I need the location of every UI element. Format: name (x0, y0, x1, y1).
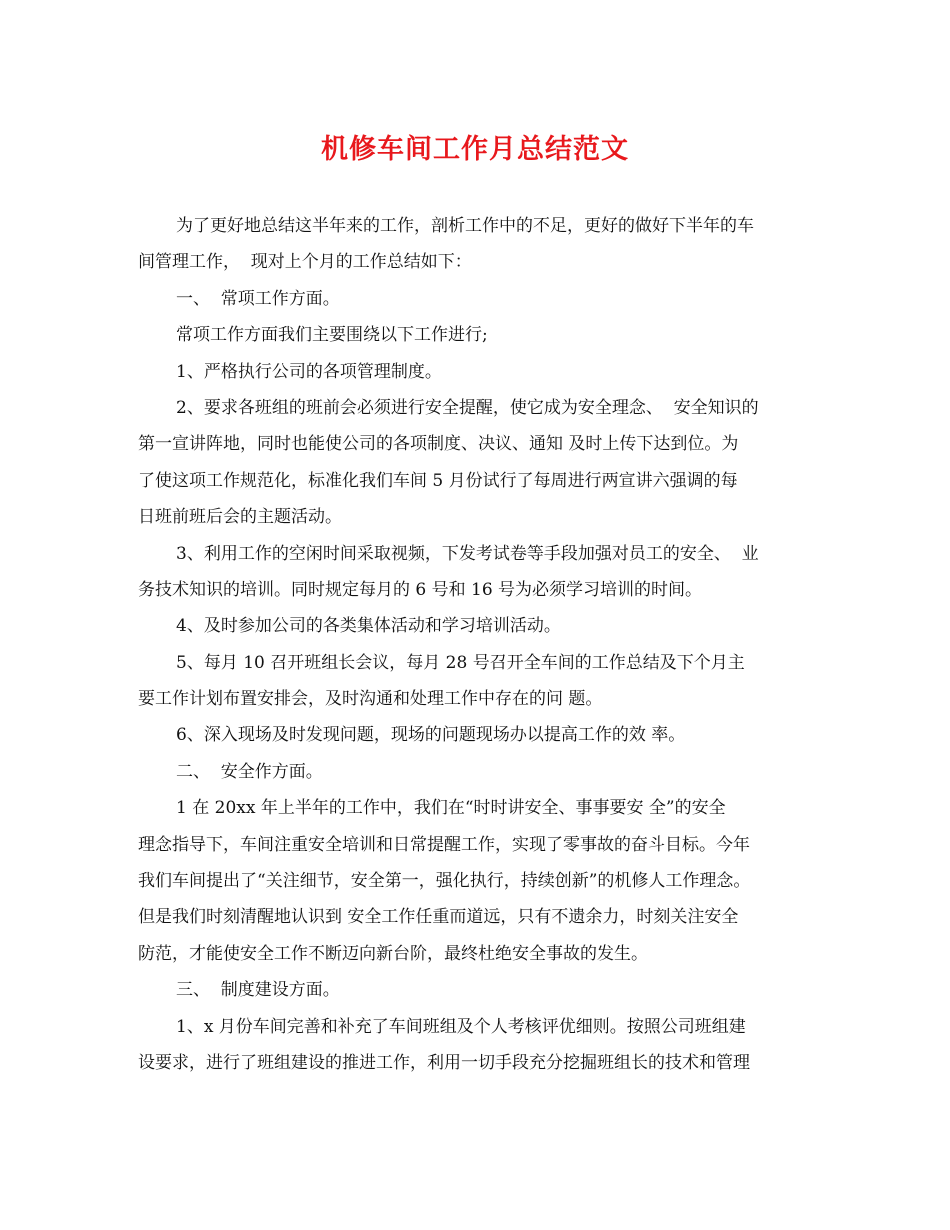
text-line: 2、要求各班组的班前会必须进行安全提醒，使它成为安全理念、 安全知识的 (176, 397, 759, 418)
text-line: 常项工作方面我们主要围绕以下工作进行; (176, 325, 488, 346)
text-line: 4、及时参加公司的各类集体活动和学习培训活动。 (176, 616, 561, 637)
document-body (138, 208, 818, 1081)
text-line: 日班前班后会的主题活动。 (138, 507, 342, 528)
text-line: 设要求，进行了班组建设的推进工作，利用一切手段充分挖掘班组长的技术和管理 (138, 1052, 750, 1073)
text-line: 务技术知识的培训。同时规定每月的 6 号和 16 号为必须学习培训的时间。 (138, 579, 703, 600)
text-line: 二、 安全作方面。 (176, 761, 323, 782)
text-line: 我们车间提出了“关注细节，安全第一，强化执行，持续创新”的机修人工作理念。 (138, 871, 751, 892)
text-line: 3、利用工作的空闲时间采取视频，下发考试卷等手段加强对员工的安全、 业 (176, 543, 759, 564)
text-line: 5、每月 10 召开班组长会议，每月 28 号召开全车间的工作总结及下个月主 (176, 652, 745, 673)
text-line: 但是我们时刻清醒地认识到 安全工作任重而道远，只有不遗余力，时刻关注安全 (138, 907, 739, 928)
text-line: 防范，才能使安全工作不断迈向新台阶，最终杜绝安全事故的发生。 (138, 943, 648, 964)
text-line: 第一宣讲阵地，同时也能使公司的各项制度、决议、通知 及时上传下达到位。为 (138, 434, 739, 455)
text-line: 1、x 月份车间完善和补充了车间班组及个人考核评优细则。按照公司班组建 (176, 1016, 746, 1037)
text-line: 一、 常项工作方面。 (176, 288, 340, 309)
document-title: 机修车间工作月总结范文 (321, 134, 629, 165)
text-line: 要工作计划布置安排会，及时沟通和处理工作中存在的问 题。 (138, 689, 603, 710)
text-line: 1 在 20xx 年上半年的工作中，我们在“时时讲安全、事事要安 全”的安全 (176, 798, 726, 819)
text-line: 三、 制度建设方面。 (176, 980, 340, 1001)
text-line: 为了更好地总结这半年来的工作，剖析工作中的不足，更好的做好下半年的车 (176, 216, 754, 236)
text-line: 间管理工作， 现对上个月的工作总结如下： (138, 252, 472, 273)
text-line: 了使这项工作规范化，标准化我们车间 5 月份试行了每周进行两宣讲六强调的每 (138, 470, 738, 491)
text-line: 6、深入现场及时发现问题，现场的问题现场办以提高工作的效 率。 (176, 725, 686, 746)
text-line: 1、严格执行公司的各项管理制度。 (176, 361, 442, 382)
text-line: 理念指导下，车间注重安全培训和日常提醒工作，实现了零事故的奋斗目标。今年 (138, 834, 750, 855)
